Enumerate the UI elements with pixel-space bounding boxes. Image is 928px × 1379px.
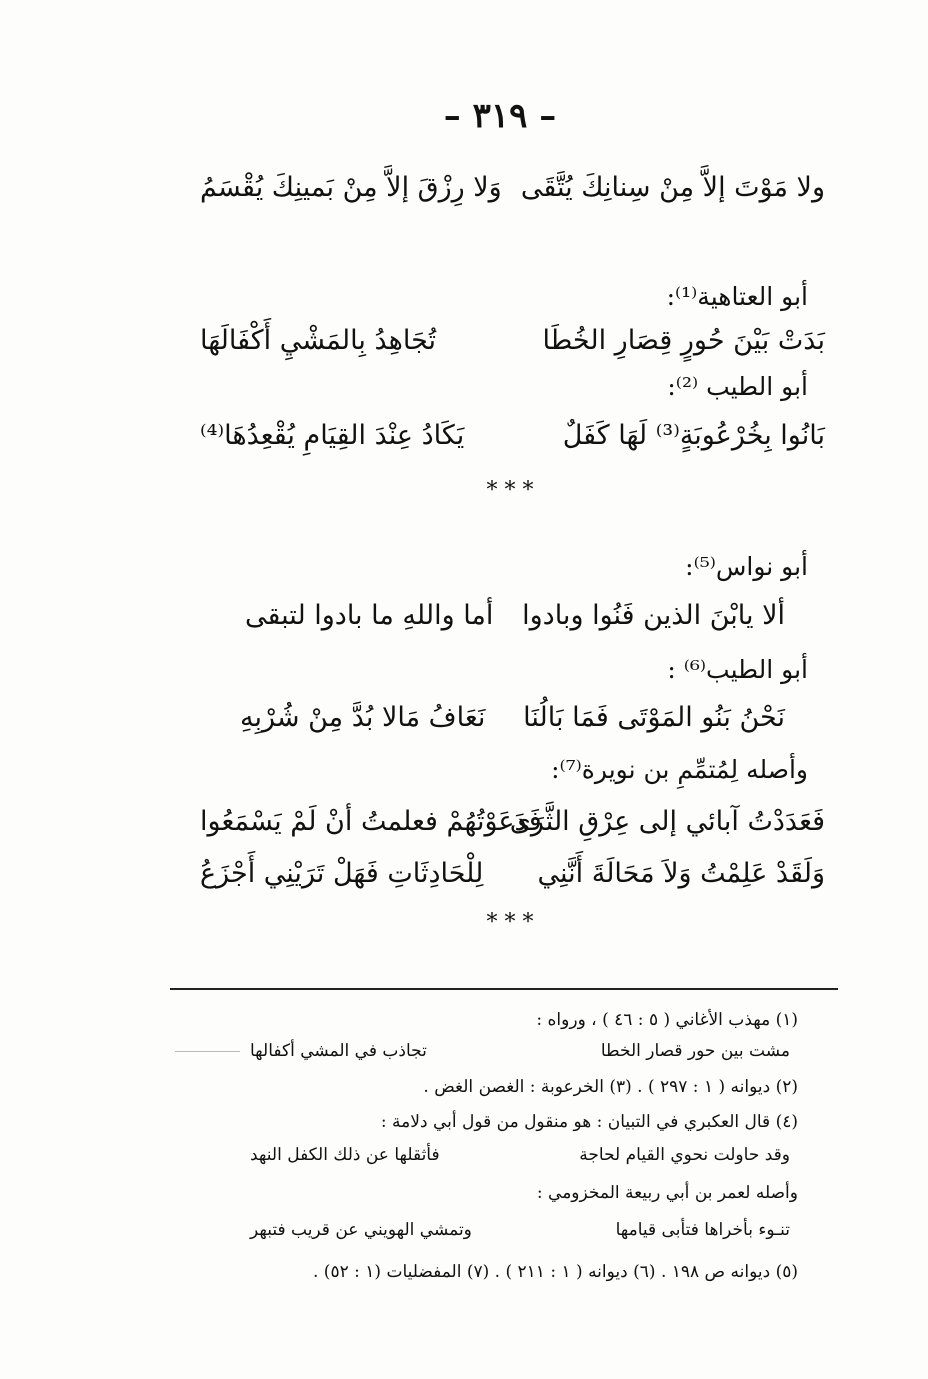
verse-line xyxy=(200,806,825,850)
footnote-4: (٤) قال العكبري في التبيان : هو منقول من قول أبي دلامة : xyxy=(380,1112,798,1132)
verse-second-hemistich: يَكَادُ عِنْدَ القِيَامِ يُقْعِدُهَا⁽⁴⁾ xyxy=(200,420,465,451)
verse-first-hemistich: ولا مَوْتَ إلاَّ مِنْ سِنانِكَ يُتَّقَى xyxy=(520,172,825,203)
verse-second-hemistich: تجاذب في المشي أكفالها xyxy=(250,1041,427,1061)
footnote-verse xyxy=(250,1220,790,1246)
verse-first-hemistich: نَحْنُ بَنُو المَوْتَى فَمَا بَالُنَا xyxy=(523,702,785,733)
verse-line xyxy=(200,858,825,902)
verse-first-hemistich: مشت بين حور قصار الخطا xyxy=(600,1041,790,1061)
verse-first-hemistich: تنـوء بأخراها فتأبى قيامها xyxy=(615,1220,790,1240)
verse-second-hemistich: وتمشي الهويني عن قريب فتبهر xyxy=(250,1220,472,1240)
footnote-1: (١) مهذب الأغاني ( ٥ : ٤٦ ) ، ورواه : xyxy=(536,1010,798,1030)
verse-second-hemistich: فَدَعَوْتُهُمْ فعلمتُ أنْ لَمْ يَسْمَعُوا xyxy=(200,806,542,837)
faint-line xyxy=(175,1051,240,1052)
verse-line xyxy=(200,325,825,369)
verse-second-hemistich: نَعَافُ مَالا بُدَّ مِنْ شُرْبِهِ xyxy=(240,702,486,733)
verse-second-hemistich: تُجَاهِدُ بِالمَشْيِ أَكْفَالَهَا xyxy=(200,325,437,356)
verse-line xyxy=(200,702,825,746)
footnote-2-3: (٢) ديوانه ( ١ : ٢٩٧ ) . (٣) الخرعوبة : الغصن الغض . xyxy=(423,1077,798,1097)
verse-first-hemistich: وَلَقَدْ عَلِمْتُ وَلاَ مَحَالَةَ أَنَّنِي xyxy=(537,858,825,889)
verse-line xyxy=(200,600,825,644)
verse-first-hemistich: بَانُوا بِخُرْعُوبَةٍ⁽³⁾ لَهَا كَفَلٌ xyxy=(562,420,825,451)
verse-first-hemistich: بَدَتْ بَيْنَ حُورٍ قِصَارِ الخُطَا xyxy=(542,325,825,356)
footnote-4-continued: وأصله لعمر بن أبي ربيعة المخزومي : xyxy=(536,1183,798,1203)
verse-first-hemistich: وقد حاولت نحوي القيام لحاجة xyxy=(579,1145,790,1165)
poet-heading: وأصله لِمُتمِّمِ بن نويرة⁽⁷⁾: xyxy=(551,755,808,784)
verse-first-hemistich: ألا يابْنَ الذين فَنُوا وبادوا xyxy=(522,600,785,631)
verse-line xyxy=(200,420,825,464)
page-number: – ٣١٩ – xyxy=(443,96,557,136)
poet-heading: أبو الطيب ⁽²⁾: xyxy=(667,372,808,401)
section-divider-stars: * * * xyxy=(486,910,534,935)
verse-second-hemistich: لِلْحَادِثَاتِ فَهَلْ تَرَيْنِي أَجْزَعُ xyxy=(200,858,484,889)
footnote-verse xyxy=(250,1145,790,1171)
verse-first-hemistich: فَعَدَدْتُ آبائي إلى عِرْقِ الثَّرَى xyxy=(509,806,825,837)
poet-heading: أبو العتاهية⁽¹⁾: xyxy=(666,282,808,311)
footnote-verse xyxy=(250,1041,790,1067)
verse-second-hemistich: أما واللهِ ما بادوا لتبقى xyxy=(245,600,494,631)
verse-line xyxy=(200,172,825,216)
section-divider-stars: * * * xyxy=(486,478,534,503)
poet-heading: أبو الطيب⁽⁶⁾ : xyxy=(667,655,808,684)
verse-second-hemistich: فأثقلها عن ذلك الكفل النهد xyxy=(250,1145,440,1165)
footnote-separator xyxy=(170,988,838,990)
verse-second-hemistich: وَلا رِزْقَ إلاَّ مِنْ بَمينِكَ يُقْسَمُ xyxy=(200,172,502,203)
poet-heading: أبو نواس⁽⁵⁾: xyxy=(685,552,808,581)
footnote-5-7: (٥) ديوانه ص ١٩٨ . (٦) ديوانه ( ١ : ٢١١ ) . (٧) المفضليات (١ : ٥٢) . xyxy=(313,1262,798,1282)
